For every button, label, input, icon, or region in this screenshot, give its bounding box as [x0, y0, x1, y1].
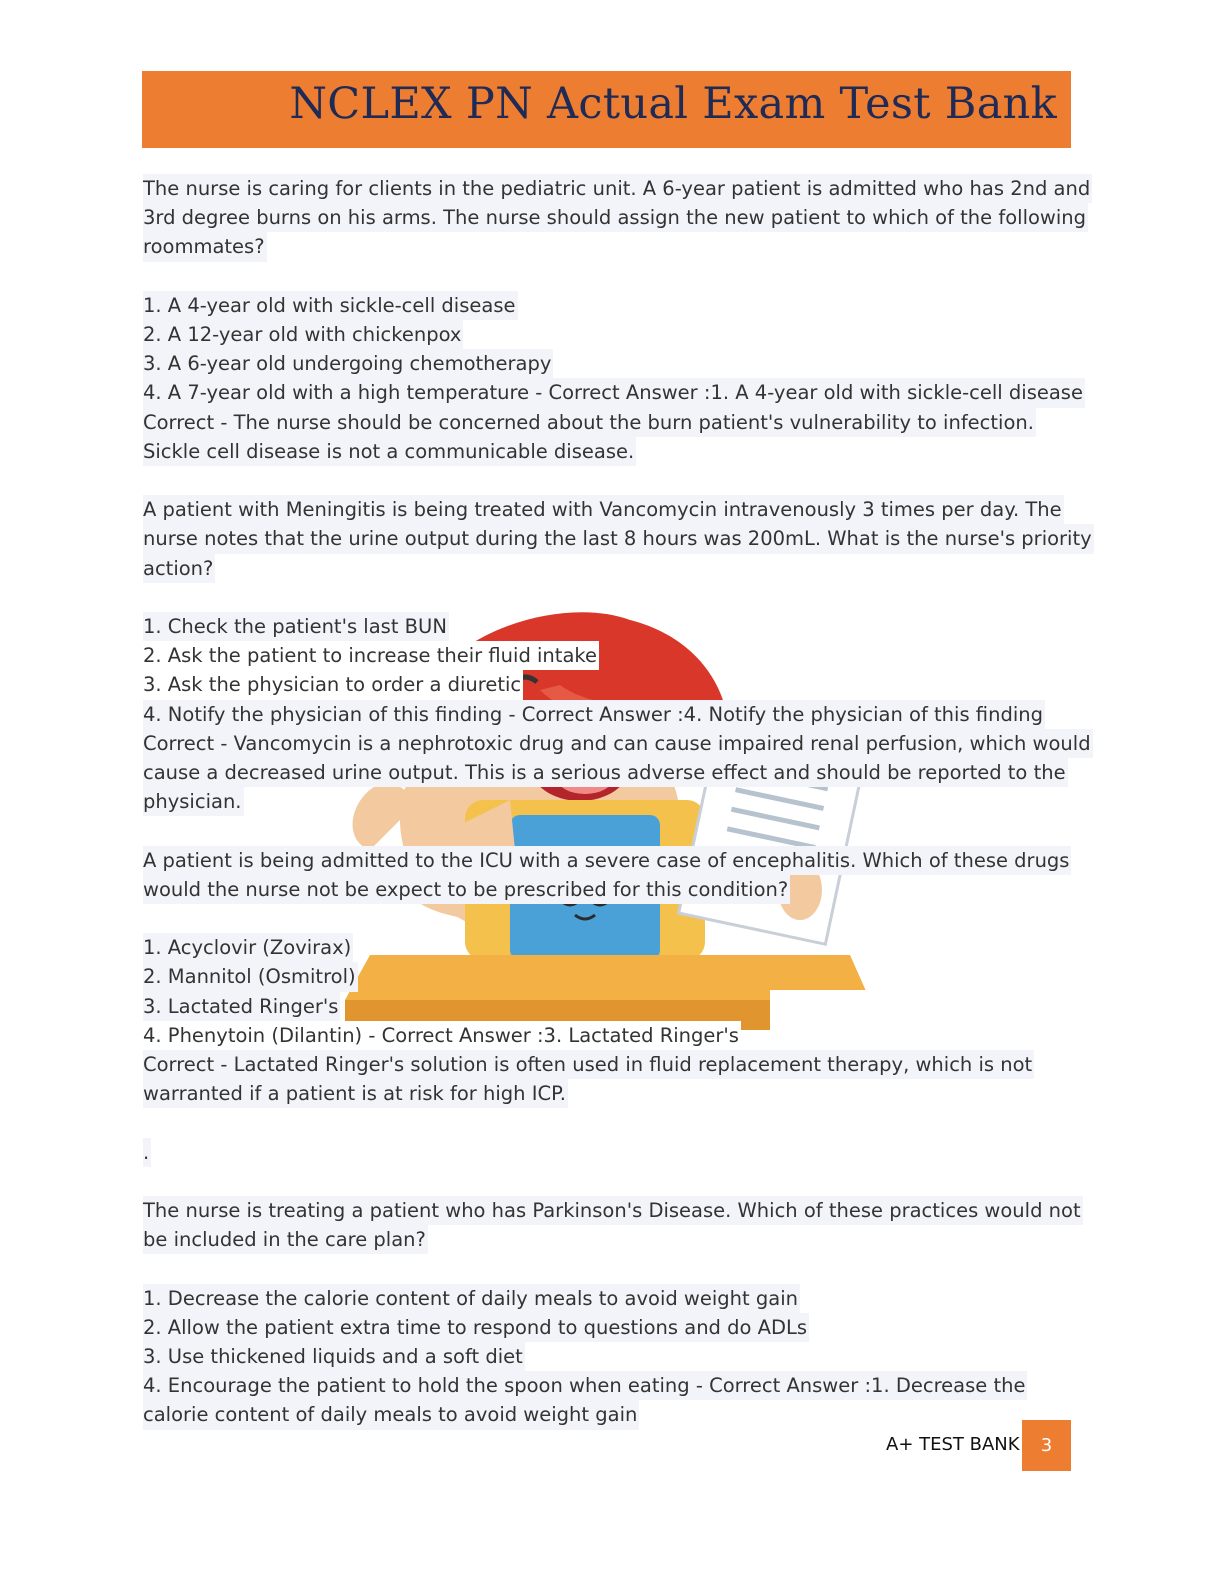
separator-dot: .	[143, 1138, 151, 1167]
footer-label: A+ TEST BANK	[886, 1434, 1020, 1455]
page-number: 3	[1022, 1420, 1071, 1471]
option-line: 3. A 6-year old undergoing chemotherapy	[143, 349, 553, 378]
option-line: 1. A 4-year old with sickle-cell disease	[143, 291, 518, 320]
option-line: 2. Allow the patient extra time to respond to questions and do ADLs	[143, 1313, 809, 1342]
header-bar	[142, 71, 1071, 148]
option-line: 3. Lactated Ringer's	[143, 992, 340, 1021]
option-line: 2. Mannitol (Osmitrol)	[143, 962, 358, 991]
question-2	[143, 495, 1092, 583]
option-line: calorie content of daily meals to avoid weight gain	[143, 1400, 639, 1429]
option-line: 4. Notify the physician of this finding - Correct Answer :4. Notify the physician of this finding	[143, 700, 1045, 729]
text-line: The nurse is treating a patient who has Parkinson's Disease. Which of these practices would not	[143, 1196, 1083, 1225]
rationale-line: physician.	[143, 787, 244, 816]
option-line: 3. Ask the physician to order a diuretic	[143, 670, 523, 699]
option-line: 2. A 12-year old with chickenpox	[143, 320, 463, 349]
rationale-line: Sickle cell disease is not a communicable disease.	[143, 437, 636, 466]
rationale-line: warranted if a patient is at risk for high ICP.	[143, 1079, 568, 1108]
rationale-line: Correct - Vancomycin is a nephrotoxic drug and can cause impaired renal perfusion, which would	[143, 729, 1093, 758]
text-line: A patient with Meningitis is being treated with Vancomycin intravenously 3 times per day. The	[143, 495, 1064, 524]
text-line: roommates?	[143, 232, 267, 261]
option-line: 4. Phenytoin (Dilantin) - Correct Answer :3. Lactated Ringer's	[143, 1021, 741, 1050]
question-4	[143, 1196, 1083, 1254]
question-2-options	[143, 612, 1091, 816]
option-line: 1. Acyclovir (Zovirax)	[143, 933, 353, 962]
rationale-line: Correct - The nurse should be concerned about the burn patient's vulnerability to infection.	[143, 408, 1036, 437]
text-line: be included in the care plan?	[143, 1225, 428, 1254]
document-title: NCLEX PN Actual Exam Test Bank	[289, 79, 1057, 129]
separator	[143, 1138, 1083, 1167]
text-line: would the nurse not be expect to be prescribed for this condition?	[143, 875, 790, 904]
option-line: 4. A 7-year old with a high temperature - Correct Answer :1. A 4-year old with sickle-cell disease	[143, 378, 1085, 407]
question-4-options	[143, 1284, 1083, 1430]
rationale-line: cause a decreased urine output. This is a serious adverse effect and should be reported to the	[143, 758, 1068, 787]
question-3-options	[143, 933, 1083, 1108]
text-line: A patient is being admitted to the ICU with a severe case of encephalitis. Which of these drugs	[143, 846, 1071, 875]
option-line: 1. Decrease the calorie content of daily meals to avoid weight gain	[143, 1284, 800, 1313]
text-line: action?	[143, 554, 215, 583]
text-line: The nurse is caring for clients in the pediatric unit. A 6-year patient is admitted who has 2nd and	[143, 174, 1092, 203]
text-line: nurse notes that the urine output during the last 8 hours was 200mL. What is the nurse's priority	[143, 524, 1094, 553]
question-1-options	[143, 291, 1083, 466]
question-3	[143, 846, 1083, 904]
option-line: 3. Use thickened liquids and a soft diet	[143, 1342, 525, 1371]
question-1	[143, 174, 1091, 262]
text-line: 3rd degree burns on his arms. The nurse should assign the new patient to which of the following	[143, 203, 1088, 232]
document-body	[143, 174, 1092, 1459]
option-line: 2. Ask the patient to increase their fluid intake	[143, 641, 599, 670]
rationale-line: Correct - Lactated Ringer's solution is often used in fluid replacement therapy, which is not	[143, 1050, 1034, 1079]
option-line: 4. Encourage the patient to hold the spoon when eating - Correct Answer :1. Decrease the	[143, 1371, 1027, 1400]
option-line: 1. Check the patient's last BUN	[143, 612, 449, 641]
